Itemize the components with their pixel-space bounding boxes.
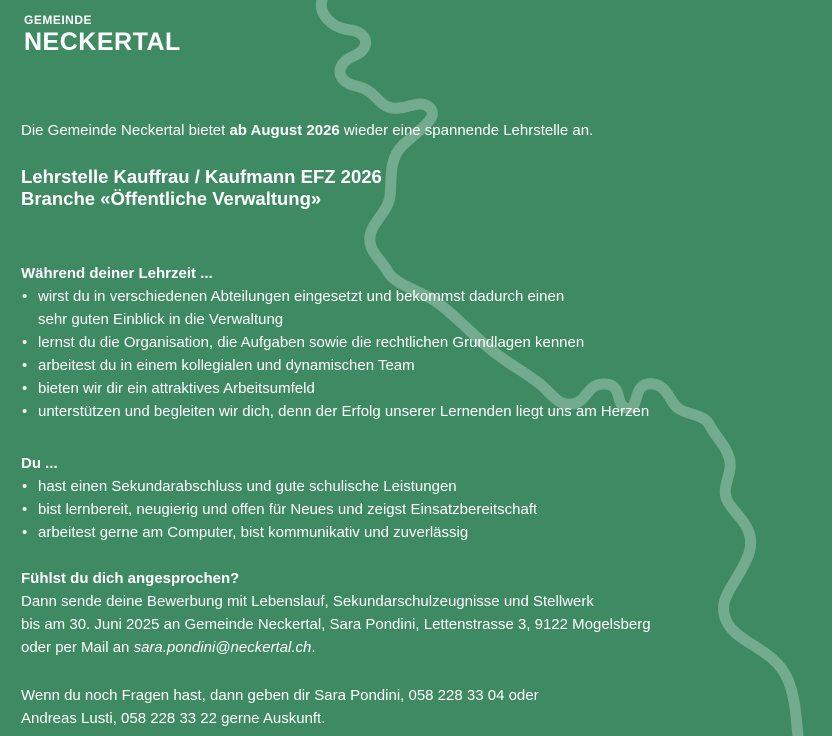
contact-line: Wenn du noch Fragen hast, dann geben dir Sara Pondini, 058 228 33 04 oder — [21, 687, 539, 704]
section-heading-you: Du ... — [21, 455, 58, 472]
section-application — [21, 567, 651, 659]
job-title — [21, 166, 382, 210]
logo-line-neckertal: NECKERTAL — [24, 28, 181, 56]
job-title-line2: Branche «Öffentliche Verwaltung» — [21, 188, 322, 209]
section-heading-during: Während deiner Lehrzeit ... — [21, 265, 213, 282]
list-item: • bieten wir dir ein attraktives Arbeitsumfeld — [21, 377, 649, 400]
list-item-line: wirst du in verschiedenen Abteilungen eingesetzt und bekommst dadurch einen — [38, 288, 565, 305]
contact-line: Andreas Lusti, 058 228 33 22 gerne Auskunft. — [21, 710, 326, 727]
during-list — [21, 285, 649, 423]
intro-start-date: ab August 2026 — [229, 122, 340, 139]
list-item: • unterstützen und begleiten wir dich, denn der Erfolg unserer Lernenden liegt uns am Herzen — [21, 400, 649, 423]
section-requirements — [21, 452, 537, 544]
apply-mail-suffix: . — [311, 639, 316, 656]
section-during-apprenticeship — [21, 262, 649, 423]
apply-line — [21, 636, 651, 659]
intro-before: Die Gemeinde Neckertal bietet — [21, 122, 230, 139]
logo-line-gemeinde: GEMEINDE — [24, 13, 93, 27]
apply-mail-prefix: oder per Mail an — [21, 639, 134, 656]
apply-line: Dann sende deine Bewerbung mit Lebenslauf, Sekundarschulzeugnisse und Stellwerk — [21, 593, 594, 610]
job-title-line1: Lehrstelle Kauffrau / Kaufmann EFZ 2026 — [21, 166, 382, 187]
section-contact — [21, 684, 539, 730]
email-link[interactable]: sara.pondini@neckertal.ch — [133, 639, 312, 656]
intro-after: wieder eine spannende Lehrstelle an. — [339, 122, 594, 139]
list-item: • arbeitest du in einem kollegialen und dynamischen Team — [21, 354, 649, 377]
list-item: • arbeitest gerne am Computer, bist kommunikativ und zuverlässig — [21, 521, 537, 544]
list-item: • hast einen Sekundarabschluss und gute schulische Leistungen — [21, 475, 537, 498]
intro-text — [21, 121, 593, 141]
list-item: • bist lernbereit, neugierig und offen für Neues und zeigst Einsatzbereitschaft — [21, 498, 537, 521]
apply-line: bis am 30. Juni 2025 an Gemeinde Neckertal, Sara Pondini, Lettenstrasse 3, 9122 Mogelsberg — [21, 616, 651, 633]
list-item: • lernst du die Organisation, die Aufgaben sowie die rechtlichen Grundlagen kennen — [21, 331, 649, 354]
section-heading-apply: Fühlst du dich angesprochen? — [21, 570, 240, 587]
list-item-line: sehr guten Einblick in die Verwaltung — [38, 311, 284, 328]
requirements-list — [21, 475, 537, 544]
list-item — [21, 285, 649, 331]
municipality-logo — [24, 13, 181, 56]
